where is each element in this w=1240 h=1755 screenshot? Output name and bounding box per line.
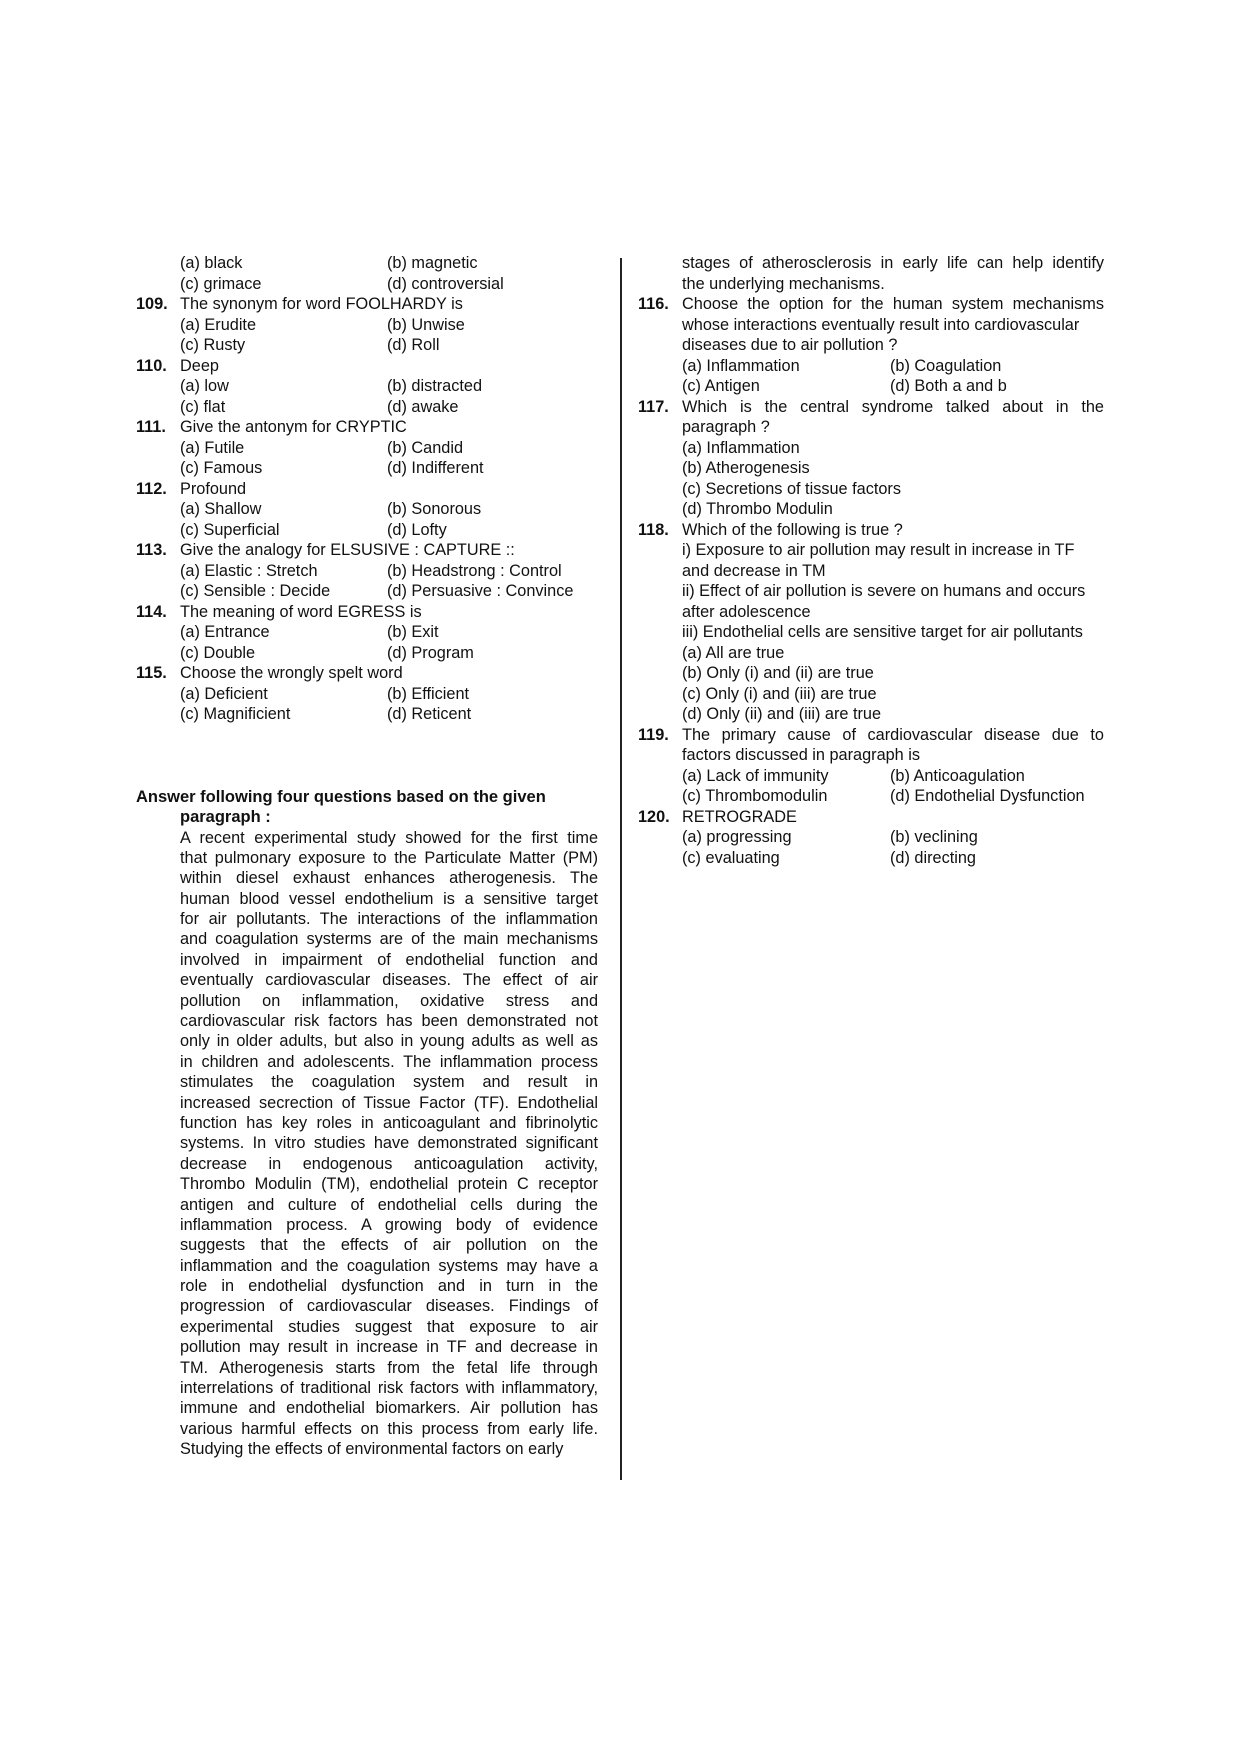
option-row [638, 786, 1104, 807]
passage-line: decrease in endogenous anticoagulation activity, [180, 1154, 598, 1173]
option: (c) Only (i) and (iii) are true [682, 684, 877, 703]
question-row [136, 479, 598, 500]
question-row [638, 294, 1104, 315]
option-row [136, 561, 598, 582]
option-row [136, 376, 598, 397]
option: (b) Only (i) and (ii) are true [682, 664, 874, 682]
question-text: whose interactions eventually result into cardiovascular [682, 315, 1080, 334]
question-list [136, 294, 598, 725]
option: (b) Headstrong : Control [387, 561, 562, 580]
question-text: Which of the following is true ? [682, 520, 903, 539]
option: (c) Secretions of tissue factors [682, 479, 901, 498]
left-column [136, 253, 598, 1460]
question-row [638, 520, 1104, 541]
question-text: i) Exposure to air pollution may result in increase in TF [682, 541, 1075, 559]
question-text: The primary cause of cardiovascular disease due to [682, 725, 1104, 744]
question-number: 111. [136, 418, 166, 436]
option-row [136, 684, 598, 705]
question-row [136, 540, 598, 561]
passage-heading-cont: paragraph : [180, 808, 271, 826]
question-number: 115. [136, 664, 167, 682]
option: (d) Endothelial Dysfunction [890, 787, 1085, 805]
question-text: paragraph ? [682, 418, 770, 436]
passage-line: suggests that the effects of air pollution on the [180, 1236, 598, 1255]
passage-line: increased secrection of Tissue Factor (TF). Endothelial [180, 1093, 598, 1112]
passage-line: various harmful effects on this process from early life. [180, 1419, 598, 1438]
passage-line: immune and endothelial biomarkers. Air pollution has [180, 1399, 598, 1418]
option-row [136, 499, 598, 520]
passage-line: the underlying mechanisms. [682, 274, 885, 293]
passage-line: pollution may result in increase in TF and decrease in [180, 1338, 598, 1357]
passage [136, 828, 598, 1460]
option-row [136, 315, 598, 336]
passage-line: Thrombo Modulin (TM), endothelial protein C receptor [180, 1175, 598, 1194]
option: (a) low [180, 377, 229, 395]
question-row [638, 397, 1104, 418]
option: (d) awake [387, 397, 459, 416]
question-number: 119. [638, 725, 669, 744]
question-text: Give the antonym for CRYPTIC [180, 418, 407, 436]
option: (c) Double [180, 643, 256, 662]
option: (d) Both a and b [890, 377, 1007, 395]
column-divider [620, 258, 622, 1480]
option-row [136, 622, 598, 643]
passage-line: inflammation and the coagulation systems may have a [180, 1256, 598, 1275]
question-text: iii) Endothelial cells are sensitive target for air pollutants [682, 623, 1083, 641]
question-number: 113. [136, 541, 167, 559]
question-number: 118. [638, 520, 669, 539]
option-row [136, 458, 598, 479]
option: (c) Famous [180, 459, 263, 477]
option-row [136, 274, 598, 295]
question-row [638, 725, 1104, 746]
question-text: diseases due to air pollution ? [682, 336, 898, 354]
question-text: The synonym for word FOOLHARDY is [180, 295, 463, 313]
question-row [136, 417, 598, 438]
question-number: 112. [136, 479, 167, 498]
option: (b) Atherogenesis [682, 459, 810, 477]
option: (b) Exit [387, 623, 439, 641]
question-text: Profound [180, 479, 247, 498]
passage-line: for air pollutants. The interactions of the inflammation [180, 910, 598, 929]
passage-line: experimental studies suggest that exposure to air [180, 1317, 598, 1336]
option: (a) Inflammation [682, 356, 800, 375]
option: (c) Thrombomodulin [682, 787, 828, 805]
option-row [638, 356, 1104, 377]
passage-line: eventually cardiovascular diseases. The effect of air [180, 971, 598, 990]
option: (c) Antigen [682, 377, 760, 395]
option: (a) progressing [682, 828, 792, 846]
option: (b) Candid [387, 438, 464, 457]
option-row [638, 766, 1104, 787]
passage-line: only in older adults, but also in young adults as well as [180, 1032, 598, 1051]
option-row [136, 335, 598, 356]
option: (a) Shallow [180, 500, 262, 518]
option: (d) directing [890, 848, 976, 867]
option-row [638, 848, 1104, 869]
question-number: 116. [638, 295, 669, 313]
option: (b) Sonorous [387, 500, 482, 518]
passage-line: stimulates the coagulation system and result in [180, 1073, 598, 1092]
question-text: Choose the wrongly spelt word [180, 664, 403, 682]
passage-line: pollution on inflammation, oxidative stress and [180, 991, 598, 1010]
question-row [136, 294, 598, 315]
option-row [136, 438, 598, 459]
option-row [136, 581, 598, 602]
option: (a) Lack of immunity [682, 766, 829, 785]
option: (b) Anticoagulation [890, 766, 1025, 785]
question-text: Give the analogy for ELSUSIVE : CAPTURE :: [180, 541, 515, 559]
option: (a) Deficient [180, 684, 268, 703]
passage-line: inflammation process. A growing body of evidence [180, 1215, 598, 1234]
option: (a) Entrance [180, 623, 270, 641]
option-row [136, 397, 598, 418]
option: (b) distracted [387, 377, 483, 395]
option: (d) Thrombo Modulin [682, 500, 833, 518]
question-text: and decrease in TM [682, 561, 826, 580]
option-row [136, 253, 598, 274]
passage-line: human blood vessel endothelium is a sensitive target [180, 889, 598, 908]
option: (d) controversial [387, 274, 504, 293]
option: (d) Reticent [387, 705, 472, 723]
option: (c) Superficial [180, 520, 280, 539]
option-row [136, 704, 598, 725]
option-row [136, 520, 598, 541]
passage-heading: Answer following four questions based on the given [136, 787, 546, 806]
right-content [638, 253, 1104, 868]
passage-line: Studying the effects of environmental factors on early [180, 1440, 564, 1459]
option: (d) Only (ii) and (iii) are true [682, 705, 882, 723]
passage-line: within diesel exhaust enhances atherogenesis. The [180, 869, 598, 888]
option: (d) Persuasive : Convince [387, 582, 574, 600]
passage-line: antigen and culture of endothelial cells during the [180, 1195, 598, 1214]
question-number: 120. [638, 807, 670, 826]
right-column [638, 253, 1104, 868]
option-row [136, 643, 598, 664]
question-row [136, 602, 598, 623]
passage-line: cardiovascular risk factors has been demonstrated not [180, 1012, 598, 1031]
option: (a) Inflammation [682, 438, 800, 457]
option-row [638, 376, 1104, 397]
option-row [638, 827, 1104, 848]
option: (c) flat [180, 397, 226, 416]
question-row [136, 663, 598, 684]
option: (d) Roll [387, 336, 440, 354]
question-number: 117. [638, 397, 669, 416]
option: (b) Unwise [387, 315, 465, 334]
question-text: ii) Effect of air pollution is severe on humans and occurs [682, 582, 1086, 600]
passage-line: in children and adolescents. The inflammation process [180, 1052, 598, 1071]
passage-line: systems. In vitro studies have demonstrated significant [180, 1134, 598, 1153]
passage-line: progression of cardiovascular diseases. Findings of [180, 1297, 598, 1316]
option: (b) magnetic [387, 254, 478, 272]
passage-line: involved in impairment of endothelial function and [180, 950, 598, 969]
question-number: 110. [136, 356, 167, 375]
passage-line: and coagulation systerms are of the main mechanisms [180, 930, 598, 949]
option: (a) Elastic : Stretch [180, 561, 318, 580]
question-text: Which is the central syndrome talked about in the [682, 397, 1104, 416]
question-text: Deep [180, 356, 219, 375]
question-text: after adolescence [682, 602, 811, 621]
question-text: The meaning of word EGRESS is [180, 602, 422, 621]
passage-line: role in endothelial dysfunction and in turn in the [180, 1277, 598, 1296]
question-text: Choose the option for the human system mechanisms [682, 295, 1104, 313]
passage-line: TM. Atherogenesis starts from the fetal life through [180, 1358, 598, 1377]
option: (c) grimace [180, 274, 262, 293]
passage-line: that pulmonary exposure to the Particulate Matter (PM) [180, 848, 598, 867]
option: (a) Futile [180, 438, 245, 457]
question-text: factors discussed in paragraph is [682, 746, 921, 764]
option: (c) Rusty [180, 336, 246, 354]
option: (d) Lofty [387, 520, 447, 539]
passage-line: A recent experimental study showed for the first time [180, 828, 598, 847]
option: (a) black [180, 254, 243, 272]
option: (d) Indifferent [387, 459, 484, 477]
option: (b) Efficient [387, 684, 470, 703]
question-number: 109. [136, 295, 168, 313]
passage-line: stages of atherosclerosis in early life can help identify [682, 254, 1104, 272]
question-row [136, 356, 598, 377]
option: (b) veclining [890, 828, 978, 846]
option: (d) Program [387, 643, 474, 662]
option: (c) Magnificient [180, 705, 291, 723]
question-row [638, 807, 1104, 828]
question-text: RETROGRADE [682, 807, 797, 826]
passage-line: interrelations of traditional risk factors with inflammatory, [180, 1379, 598, 1398]
option: (c) Sensible : Decide [180, 582, 331, 600]
option: (a) Erudite [180, 315, 257, 334]
question-number: 114. [136, 602, 167, 621]
option: (a) All are true [682, 643, 785, 662]
option: (b) Coagulation [890, 356, 1002, 375]
option: (c) evaluating [682, 848, 780, 867]
passage-line: function has key roles in anticoagulant and fibrinolytic [180, 1113, 598, 1132]
